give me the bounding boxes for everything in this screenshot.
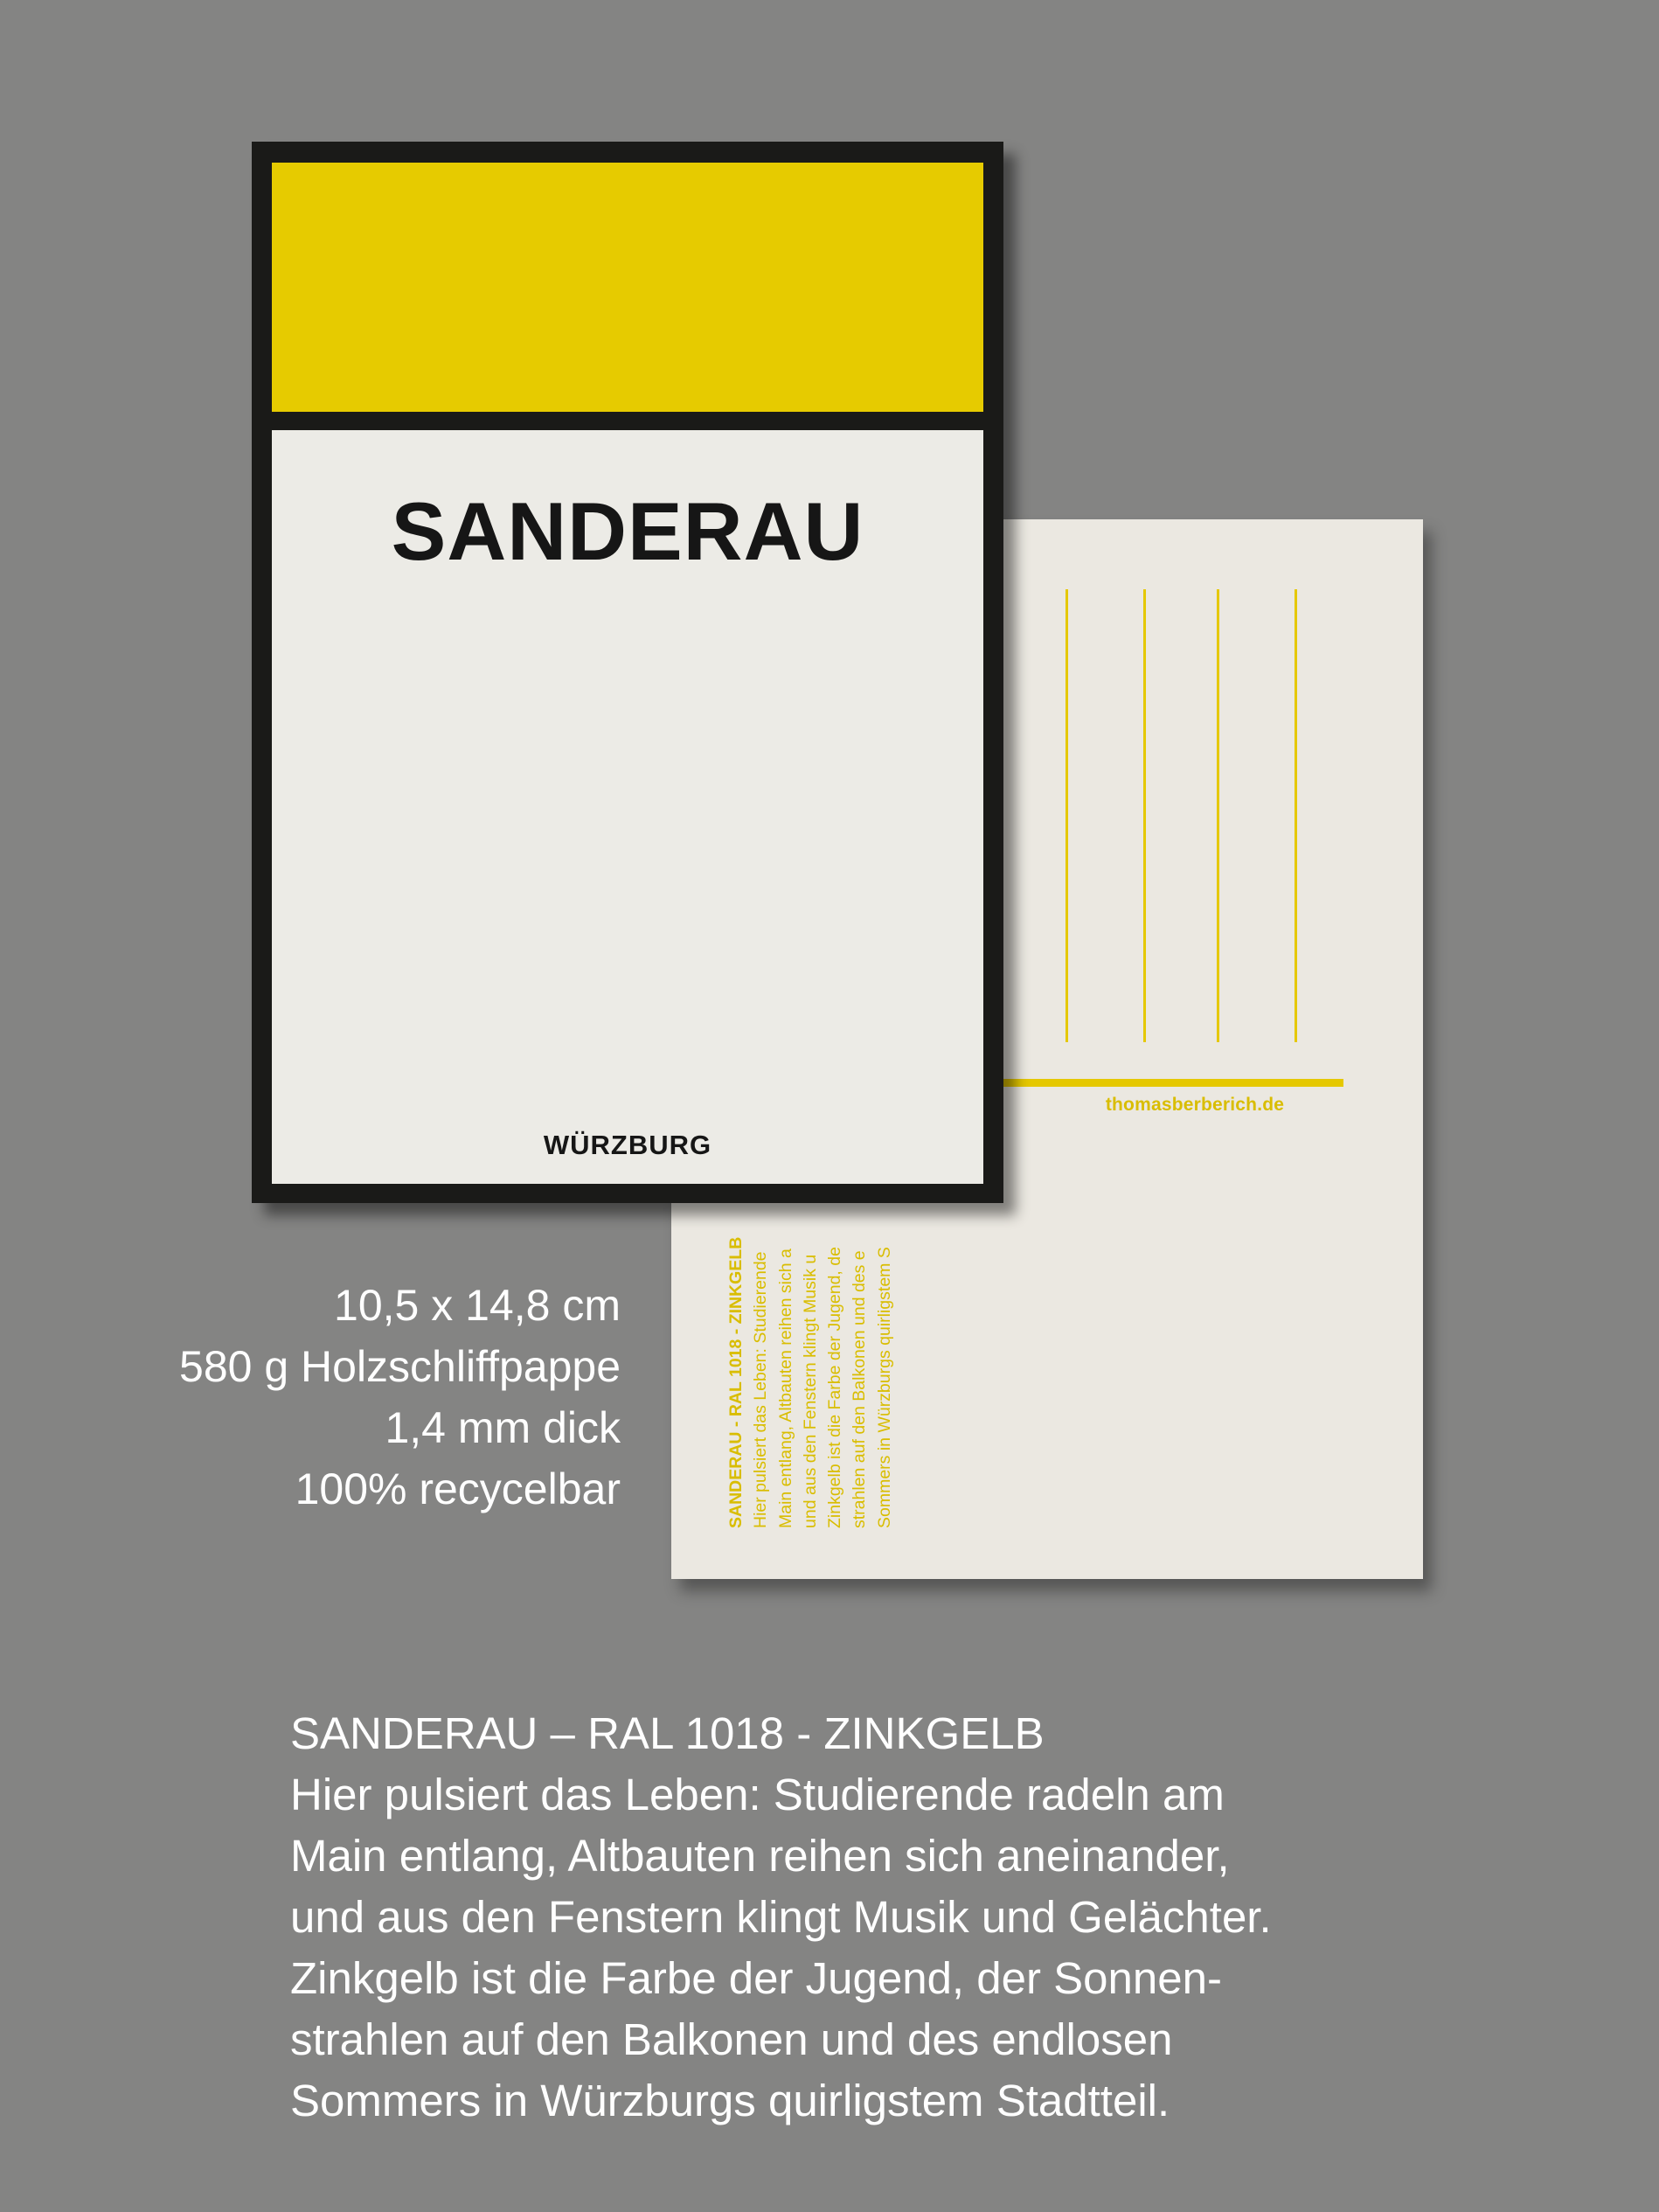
description-heading: SANDERAU – RAL 1018 - ZINKGELB <box>290 1708 1045 1758</box>
description-line: Main entlang, Altbauten reihen sich aneinander, <box>290 1831 1230 1881</box>
address-line <box>1217 589 1219 1042</box>
description-line: Zinkgelb ist die Farbe der Jugend, der Sonnen- <box>290 1953 1222 2003</box>
front-city: WÜRZBURG <box>543 1130 712 1160</box>
postcard-front <box>252 142 1003 1203</box>
website-text: thomasberberich.de <box>1105 1095 1285 1115</box>
address-line <box>1143 589 1146 1042</box>
front-title: SANDERAU <box>391 485 864 577</box>
description-line: und aus den Fenstern klingt Musik und Gelächter. <box>290 1892 1272 1942</box>
back-vertical-line: Main entlang, Altbauten reihen sich a <box>775 1249 795 1528</box>
back-vertical-line: Hier pulsiert das Leben: Studierende <box>751 1251 771 1528</box>
spec-item: 1,4 mm dick <box>385 1403 621 1452</box>
description-block <box>290 1703 1558 2132</box>
front-white-panel <box>272 430 983 1184</box>
back-vertical-heading: SANDERAU - RAL 1018 - ZINKGELB <box>726 1236 746 1528</box>
back-vertical-line: Zinkgelb ist die Farbe der Jugend, de <box>825 1247 845 1528</box>
address-line <box>1066 589 1068 1042</box>
spec-item: 580 g Holzschliffpappe <box>179 1342 621 1391</box>
yellow-color-block <box>272 163 983 412</box>
back-vertical-line: und aus den Fenstern klingt Musik u <box>800 1254 820 1528</box>
address-bar <box>1003 1079 1343 1087</box>
spec-item: 100% recycelbar <box>295 1464 621 1513</box>
back-vertical-line: Sommers in Würzburgs quirligstem S <box>874 1247 894 1528</box>
spec-item: 10,5 x 14,8 cm <box>334 1281 621 1330</box>
address-line <box>1295 589 1297 1042</box>
specs-list <box>52 1275 621 1520</box>
description-line: Sommers in Würzburgs quirligstem Stadtteil. <box>290 2076 1170 2125</box>
description-line: strahlen auf den Balkonen und des endlosen <box>290 2014 1173 2064</box>
description-line: Hier pulsiert das Leben: Studierende radeln am <box>290 1770 1225 1819</box>
back-vertical-line: strahlen auf den Balkonen und des e <box>850 1250 870 1528</box>
